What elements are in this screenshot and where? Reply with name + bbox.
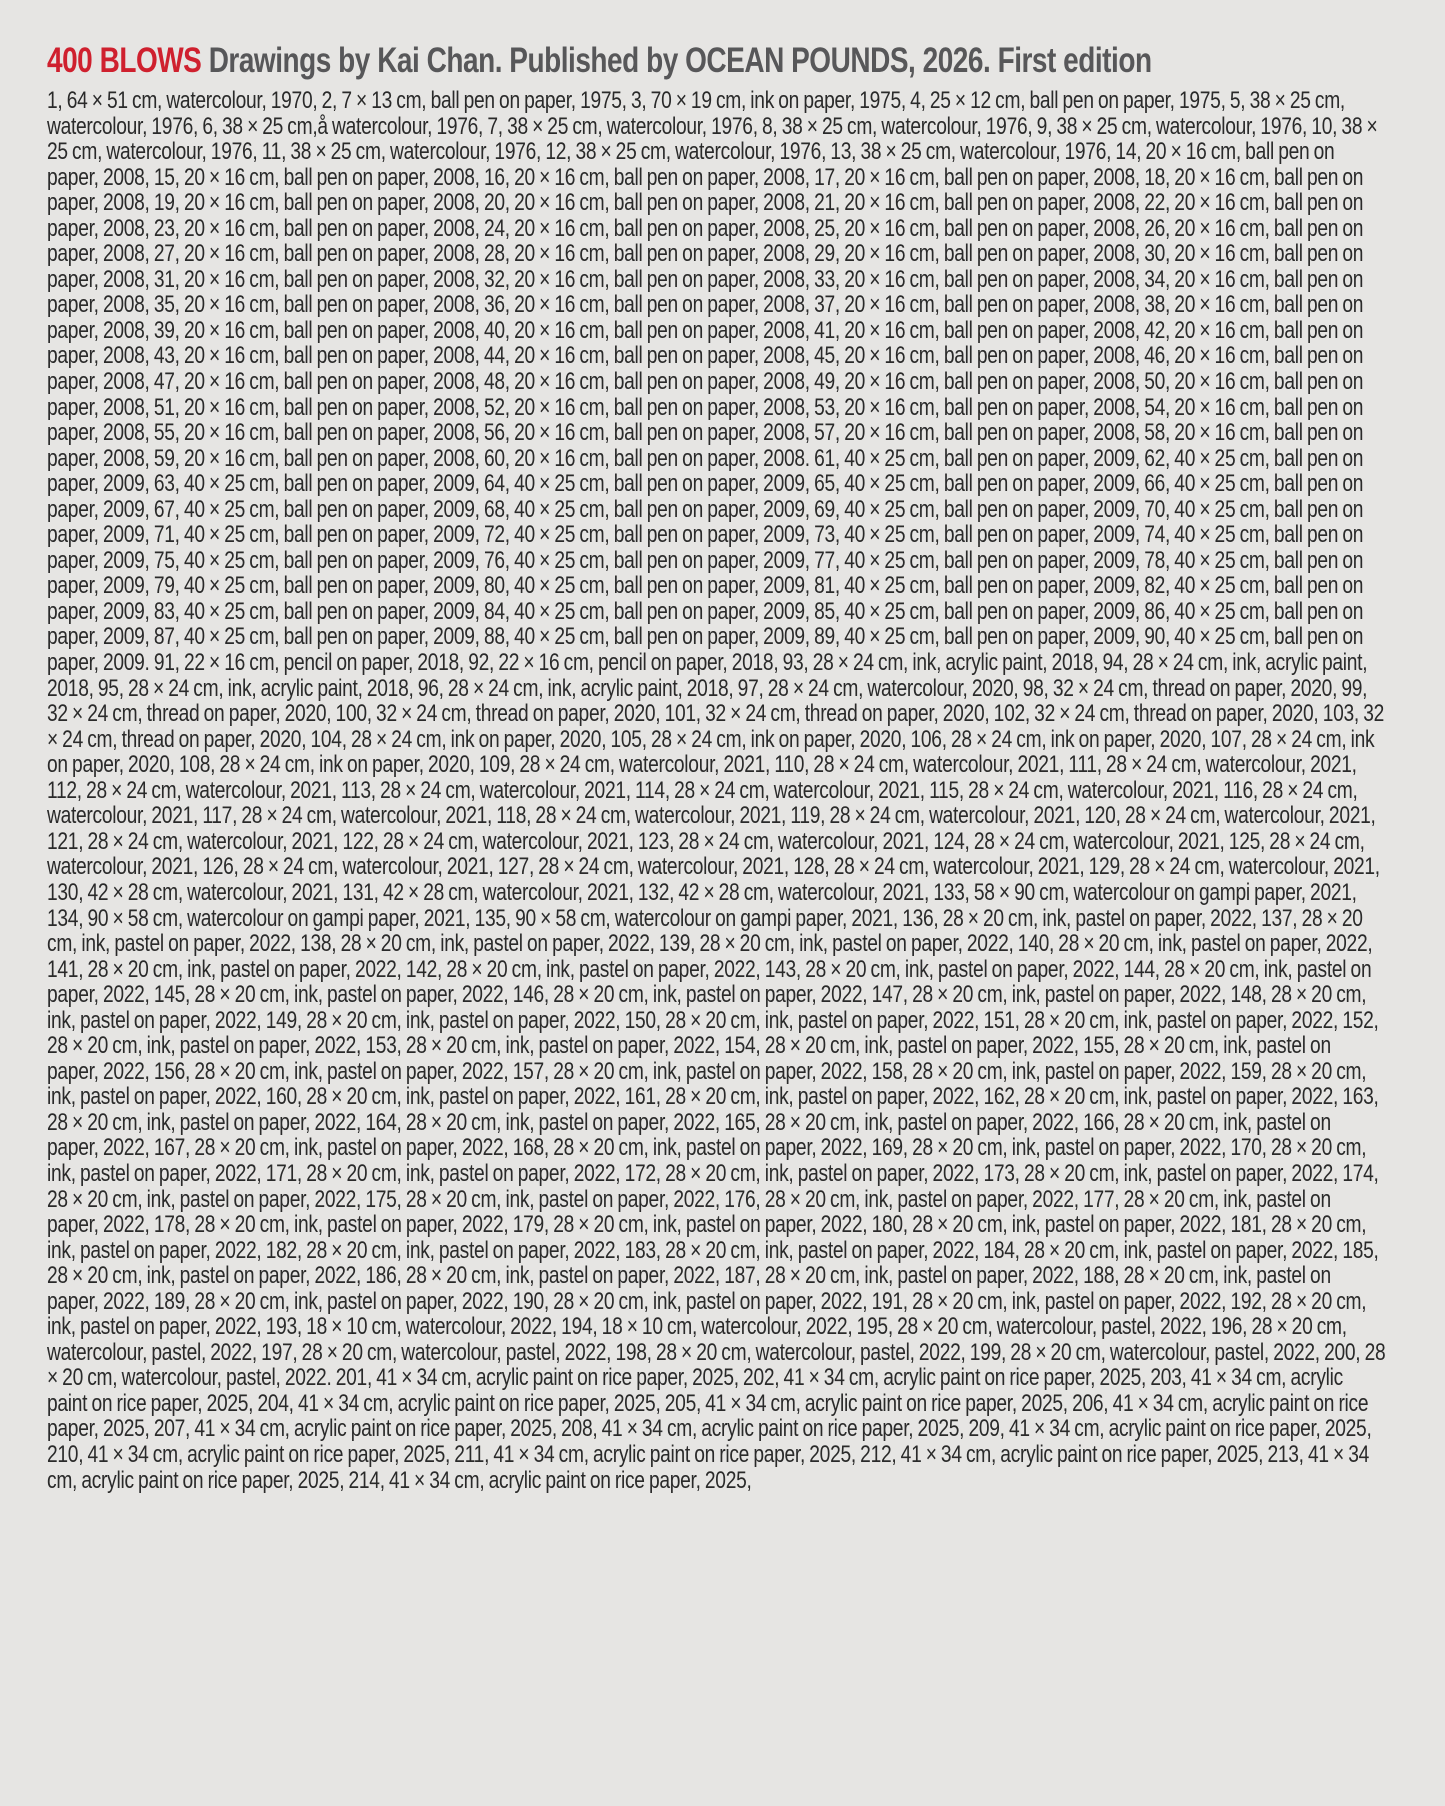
publication-subtitle: Drawings by Kai Chan. Published by OCEAN POUNDS, 2026. First edition [208, 41, 1152, 80]
page-title [47, 38, 1152, 84]
catalog-page [47, 38, 1407, 1493]
catalog-text: 1, 64 × 51 cm, watercolour, 1970, 2, 7 × 13 cm, ball pen on paper, 1975, 3, 70 × 19 cm, ink on paper, 1975, 4, 25 × 12 cm, ball pen on paper, 1975, 5, 38 × 25 cm, watercolour, 1976, 6, 38 × 25 cm,å watercolour, 1976, 7, 38 × 25 cm, watercolour, 1976, 8, 38 × 25 cm, watercolour, 1976, 9, 38 × 25 cm, watercolour, 1976, 10, 38 × 25 cm, watercolour, 1976, 11, 38 × 25 cm, watercolour, 1976, 12, 38 × 25 cm, watercolour, 1976, 13, 38 × 25 cm, watercolour, 1976, 14, 20 × 16 cm, ball pen on paper, 2008, 15, 20 × 16 cm, ball pen on paper, 2008, 16, 20 × 16 cm, ball pen on paper, 2008, 17, 20 × 16 cm, ball pen on paper, 2008, 18, 20 × 16 cm, ball pen on paper, 2008, 19, 20 × 16 cm, ball pen on paper, 2008, 20, 20 × 16 cm, ball pen on paper, 2008, 21, 20 × 16 cm, ball pen on paper, 2008, 22, 20 × 16 cm, ball pen on paper, 2008, 23, 20 × 16 cm, ball pen on paper, 2008, 24, 20 × 16 cm, ball pen on paper, 2008, 25, 20 × 16 cm, ball pen on paper, 2008, 26, 20 × 16 cm, ball pen on paper, 2008, 27, 20 × 16 cm, ball pen on paper, 2008, 28, 20 × 16 cm, ball pen on paper, 2008, 29, 20 × 16 cm, ball pen on paper, 2008, 30, 20 × 16 cm, ball pen on paper, 2008, 31, 20 × 16 cm, ball pen on paper, 2008, 32, 20 × 16 cm, ball pen on paper, 2008, 33, 20 × 16 cm, ball pen on paper, 2008, 34, 20 × 16 cm, ball pen on paper, 2008, 35, 20 × 16 cm, ball pen on paper, 2008, 36, 20 × 16 cm, ball pen on paper, 2008, 37, 20 × 16 cm, ball pen on paper, 2008, 38, 20 × 16 cm, ball pen on paper, 2008, 39, 20 × 16 cm, ball pen on paper, 2008, 40, 20 × 16 cm, ball pen on paper, 2008, 41, 20 × 16 cm, ball pen on paper, 2008, 42, 20 × 16 cm, ball pen on paper, 2008, 43, 20 × 16 cm, ball pen on paper, 2008, 44, 20 × 16 cm, ball pen on paper, 2008, 45, 20 × 16 cm, ball pen on paper, 2008, 46, 20 × 16 cm, ball pen on paper, 2008, 47, 20 × 16 cm, ball pen on paper, 2008, 48, 20 × 16 cm, ball pen on paper, 2008, 49, 20 × 16 cm, ball pen on paper, 2008, 50, 20 × 16 cm, ball pen on paper, 2008, 51, 20 × 16 cm, ball pen on paper, 2008, 52, 20 × 16 cm, ball pen on paper, 2008, 53, 20 × 16 cm, ball pen on paper, 2008, 54, 20 × 16 cm, ball pen on paper, 2008, 55, 20 × 16 cm, ball pen on paper, 2008, 56, 20 × 16 cm, ball pen on paper, 2008, 57, 20 × 16 cm, ball pen on paper, 2008, 58, 20 × 16 cm, ball pen on paper, 2008, 59, 20 × 16 cm, ball pen on paper, 2008, 60, 20 × 16 cm, ball pen on paper, 2008. 61, 40 × 25 cm, ball pen on paper, 2009, 62, 40 × 25 cm, ball pen on paper, 2009, 63, 40 × 25 cm, ball pen on paper, 2009, 64, 40 × 25 cm, ball pen on paper, 2009, 65, 40 × 25 cm, ball pen on paper, 2009, 66, 40 × 25 cm, ball pen on paper, 2009, 67, 40 × 25 cm, ball pen on paper, 2009, 68, 40 × 25 cm, ball pen on paper, 2009, 69, 40 × 25 cm, ball pen on paper, 2009, 70, 40 × 25 cm, ball pen on paper, 2009, 71, 40 × 25 cm, ball pen on paper, 2009, 72, 40 × 25 cm, ball pen on paper, 2009, 73, 40 × 25 cm, ball pen on paper, 2009, 74, 40 × 25 cm, ball pen on paper, 2009, 75, 40 × 25 cm, ball pen on paper, 2009, 76, 40 × 25 cm, ball pen on paper, 2009, 77, 40 × 25 cm, ball pen on paper, 2009, 78, 40 × 25 cm, ball pen on paper, 2009, 79, 40 × 25 cm, ball pen on paper, 2009, 80, 40 × 25 cm, ball pen on paper, 2009, 81, 40 × 25 cm, ball pen on paper, 2009, 82, 40 × 25 cm, ball pen on paper, 2009, 83, 40 × 25 cm, ball pen on paper, 2009, 84, 40 × 25 cm, ball pen on paper, 2009, 85, 40 × 25 cm, ball pen on paper, 2009, 86, 40 × 25 cm, ball pen on paper, 2009, 87, 40 × 25 cm, ball pen on paper, 2009, 88, 40 × 25 cm, ball pen on paper, 2009, 89, 40 × 25 cm, ball pen on paper, 2009, 90, 40 × 25 cm, ball pen on paper, 2009. 91, 22 × 16 cm, pencil on paper, 2018, 92, 22 × 16 cm, pencil on paper, 2018, 93, 28 × 24 cm, ink, acrylic paint, 2018, 94, 28 × 24 cm, ink, acrylic paint, 2018, 95, 28 × 24 cm, ink, acrylic paint, 2018, 96, 28 × 24 cm, ink, acrylic paint, 2018, 97, 28 × 24 cm, watercolour, 2020, 98, 32 × 24 cm, thread on paper, 2020, 99, 32 × 24 cm, thread on paper, 2020, 100, 32 × 24 cm, thread on paper, 2020, 101, 32 × 24 cm, thread on paper, 2020, 102, 32 × 24 cm, thread on paper, 2020, 103, 32 × 24 cm, thread on paper, 2020, 104, 28 × 24 cm, ink on paper, 2020, 105, 28 × 24 cm, ink on paper, 2020, 106, 28 × 24 cm, ink on paper, 2020, 107, 28 × 24 cm, ink on paper, 2020, 108, 28 × 24 cm, ink on paper, 2020, 109, 28 × 24 cm, watercolour, 2021, 110, 28 × 24 cm, watercolour, 2021, 111, 28 × 24 cm, watercolour, 2021, 112, 28 × 24 cm, watercolour, 2021, 113, 28 × 24 cm, watercolour, 2021, 114, 28 × 24 cm, watercolour, 2021, 115, 28 × 24 cm, watercolour, 2021, 116, 28 × 24 cm, watercolour, 2021, 117, 28 × 24 cm, watercolour, 2021, 118, 28 × 24 cm, watercolour, 2021, 119, 28 × 24 cm, watercolour, 2021, 120, 28 × 24 cm, watercolour, 2021, 121, 28 × 24 cm, watercolour, 2021, 122, 28 × 24 cm, watercolour, 2021, 123, 28 × 24 cm, watercolour, 2021, 124, 28 × 24 cm, watercolour, 2021, 125, 28 × 24 cm, watercolour, 2021, 126, 28 × 24 cm, watercolour, 2021, 127, 28 × 24 cm, watercolour, 2021, 128, 28 × 24 cm, watercolour, 2021, 129, 28 × 24 cm, watercolour, 2021, 130, 42 × 28 cm, watercolour, 2021, 131, 42 × 28 cm, watercolour, 2021, 132, 42 × 28 cm, watercolour, 2021, 133, 58 × 90 cm, watercolour on gampi paper, 2021, 134, 90 × 58 cm, watercolour on gampi paper, 2021, 135, 90 × 58 cm, watercolour on gampi paper, 2021, 136, 28 × 20 cm, ink, pastel on paper, 2022, 137, 28 × 20 cm, ink, pastel on paper, 2022, 138, 28 × 20 cm, ink, pastel on paper, 2022, 139, 28 × 20 cm, ink, pastel on paper, 2022, 140, 28 × 20 cm, ink, pastel on paper, 2022, 141, 28 × 20 cm, ink, pastel on paper, 2022, 142, 28 × 20 cm, ink, pastel on paper, 2022, 143, 28 × 20 cm, ink, pastel on paper, 2022, 144, 28 × 20 cm, ink, pastel on paper, 2022, 145, 28 × 20 cm, ink, pastel on paper, 2022, 146, 28 × 20 cm, ink, pastel on paper, 2022, 147, 28 × 20 cm, ink, pastel on paper, 2022, 148, 28 × 20 cm, ink, pastel on paper, 2022, 149, 28 × 20 cm, ink, pastel on paper, 2022, 150, 28 × 20 cm, ink, pastel on paper, 2022, 151, 28 × 20 cm, ink, pastel on paper, 2022, 152, 28 × 20 cm, ink, pastel on paper, 2022, 153, 28 × 20 cm, ink, pastel on paper, 2022, 154, 28 × 20 cm, ink, pastel on paper, 2022, 155, 28 × 20 cm, ink, pastel on paper, 2022, 156, 28 × 20 cm, ink, pastel on paper, 2022, 157, 28 × 20 cm, ink, pastel on paper, 2022, 158, 28 × 20 cm, ink, pastel on paper, 2022, 159, 28 × 20 cm, ink, pastel on paper, 2022, 160, 28 × 20 cm, ink, pastel on paper, 2022, 161, 28 × 20 cm, ink, pastel on paper, 2022, 162, 28 × 20 cm, ink, pastel on paper, 2022, 163, 28 × 20 cm, ink, pastel on paper, 2022, 164, 28 × 20 cm, ink, pastel on paper, 2022, 165, 28 × 20 cm, ink, pastel on paper, 2022, 166, 28 × 20 cm, ink, pastel on paper, 2022, 167, 28 × 20 cm, ink, pastel on paper, 2022, 168, 28 × 20 cm, ink, pastel on paper, 2022, 169, 28 × 20 cm, ink, pastel on paper, 2022, 170, 28 × 20 cm, ink, pastel on paper, 2022, 171, 28 × 20 cm, ink, pastel on paper, 2022, 172, 28 × 20 cm, ink, pastel on paper, 2022, 173, 28 × 20 cm, ink, pastel on paper, 2022, 174, 28 × 20 cm, ink, pastel on paper, 2022, 175, 28 × 20 cm, ink, pastel on paper, 2022, 176, 28 × 20 cm, ink, pastel on paper, 2022, 177, 28 × 20 cm, ink, pastel on paper, 2022, 178, 28 × 20 cm, ink, pastel on paper, 2022, 179, 28 × 20 cm, ink, pastel on paper, 2022, 180, 28 × 20 cm, ink, pastel on paper, 2022, 181, 28 × 20 cm, ink, pastel on paper, 2022, 182, 28 × 20 cm, ink, pastel on paper, 2022, 183, 28 × 20 cm, ink, pastel on paper, 2022, 184, 28 × 20 cm, ink, pastel on paper, 2022, 185, 28 × 20 cm, ink, pastel on paper, 2022, 186, 28 × 20 cm, ink, pastel on paper, 2022, 187, 28 × 20 cm, ink, pastel on paper, 2022, 188, 28 × 20 cm, ink, pastel on paper, 2022, 189, 28 × 20 cm, ink, pastel on paper, 2022, 190, 28 × 20 cm, ink, pastel on paper, 2022, 191, 28 × 20 cm, ink, pastel on paper, 2022, 192, 28 × 20 cm, ink, pastel on paper, 2022, 193, 18 × 10 cm, watercolour, 2022, 194, 18 × 10 cm, watercolour, 2022, 195, 28 × 20 cm, watercolour, pastel, 2022, 196, 28 × 20 cm, watercolour, pastel, 2022, 197, 28 × 20 cm, watercolour, pastel, 2022, 198, 28 × 20 cm, watercolour, pastel, 2022, 199, 28 × 20 cm, watercolour, pastel, 2022, 200, 28 × 20 cm, watercolour, pastel, 2022. 201, 41 × 34 cm, acrylic paint on rice paper, 2025, 202, 41 × 34 cm, acrylic paint on rice paper, 2025, 203, 41 × 34 cm, acrylic paint on rice paper, 2025, 204, 41 × 34 cm, acrylic paint on rice paper, 2025, 205, 41 × 34 cm, acrylic paint on rice paper, 2025, 206, 41 × 34 cm, acrylic paint on rice paper, 2025, 207, 41 × 34 cm, acrylic paint on rice paper, 2025, 208, 41 × 34 cm, acrylic paint on rice paper, 2025, 209, 41 × 34 cm, acrylic paint on rice paper, 2025, 210, 41 × 34 cm, acrylic paint on rice paper, 2025, 211, 41 × 34 cm, acrylic paint on rice paper, 2025, 212, 41 × 34 cm, acrylic paint on rice paper, 2025, 213, 41 × 34 cm, acrylic paint on rice paper, 2025, 214, 41 × 34 cm, acrylic paint on rice paper, 2025, [47, 87, 1386, 1494]
brand-title: 400 BLOWS [47, 41, 202, 80]
